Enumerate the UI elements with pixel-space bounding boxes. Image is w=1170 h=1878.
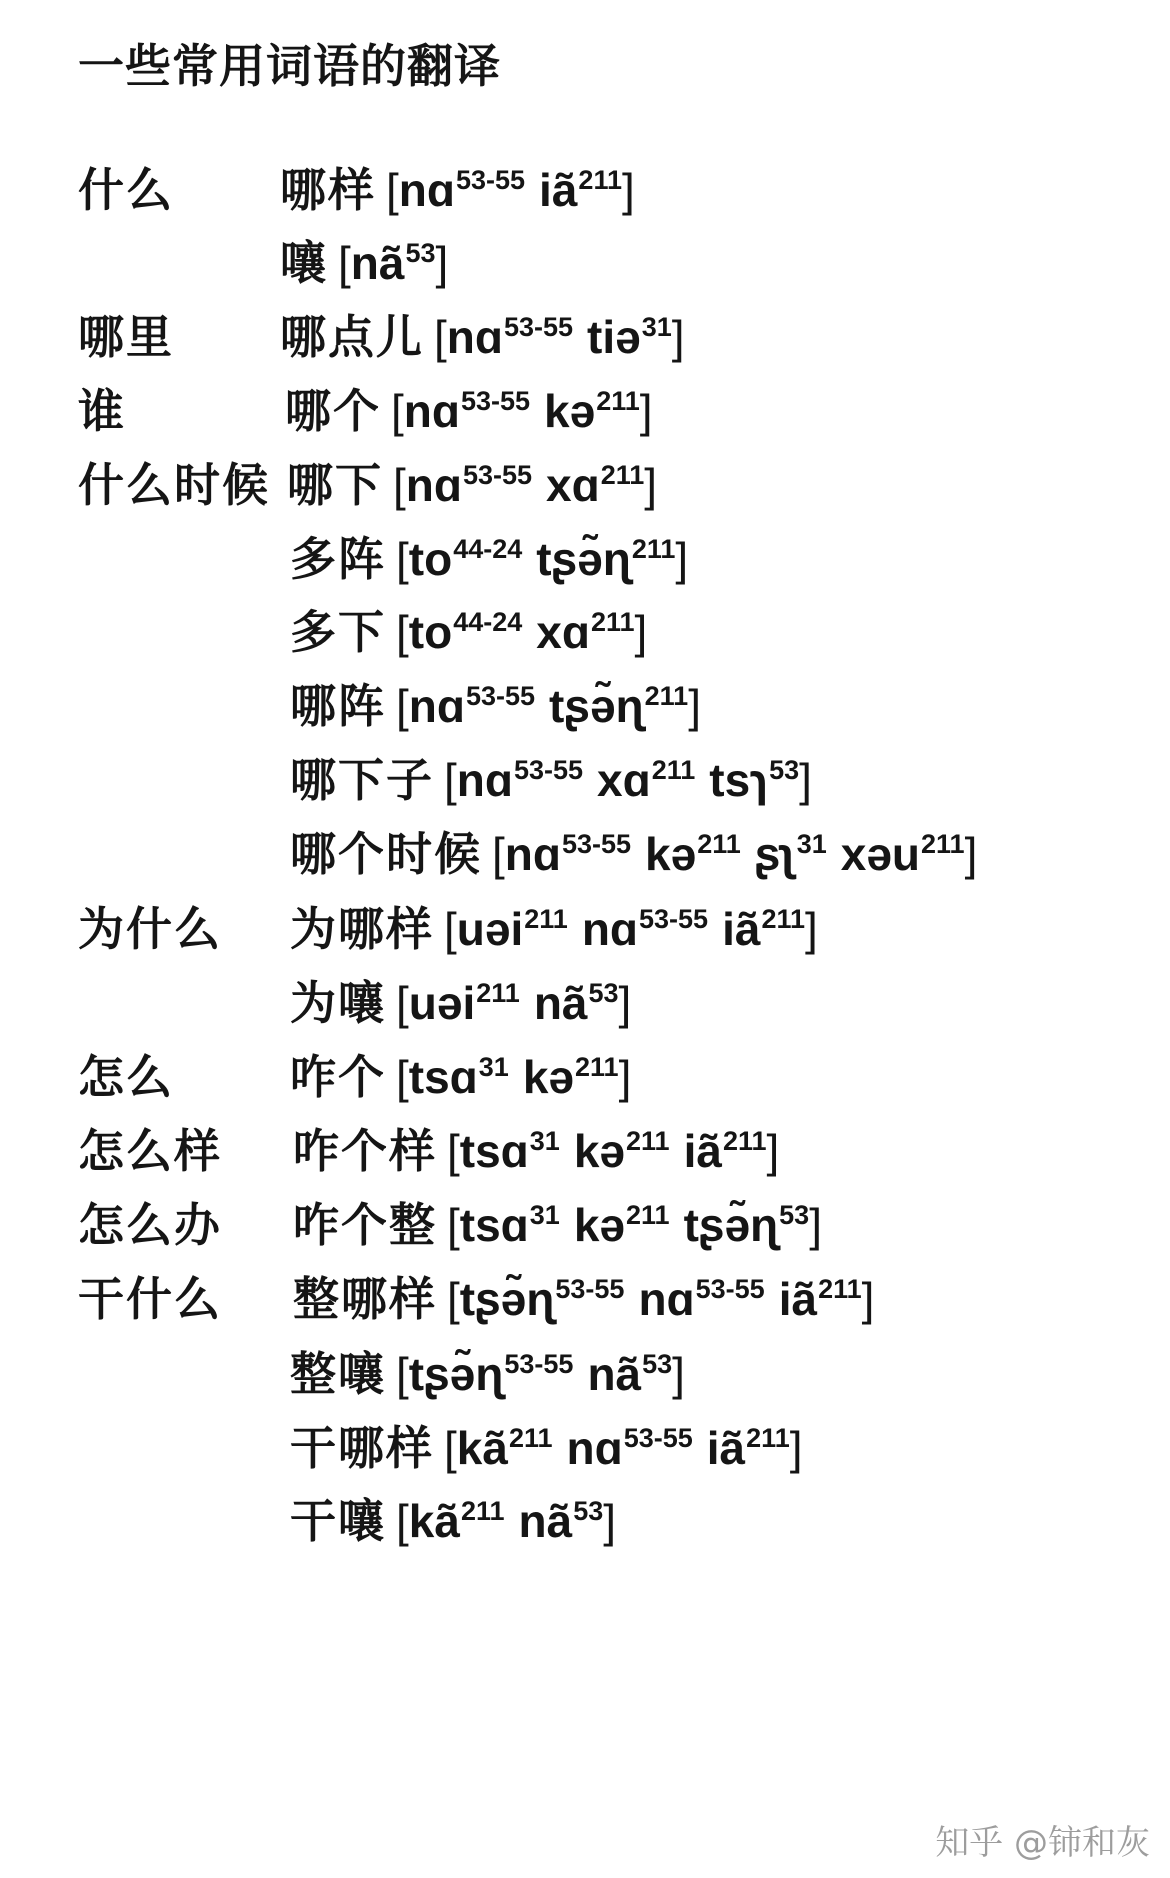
tone-value: 53-55 (462, 460, 533, 490)
tone-value: 211 (524, 904, 568, 934)
ipa-segment: tiə (587, 311, 641, 363)
ipa-segment: kə (573, 1125, 625, 1177)
dialect-word: 嚷 (280, 237, 328, 289)
tone-value: 53 (779, 1200, 810, 1230)
ipa-transcription: $[nã^{53}]$ (338, 237, 449, 289)
ipa-transcription: [tʂə̃ɳ$^{53-55}$ nɑ$^{53-55}$ $iã^{211}$] (447, 1273, 875, 1325)
ipa-syllable (567, 1422, 693, 1474)
tone-value: 211 (761, 904, 806, 934)
tone-value: 53-55 (639, 904, 709, 934)
ipa-syllable (447, 311, 573, 363)
tone-value: 53-55 (465, 681, 536, 711)
tone-value: 211 (575, 1052, 619, 1082)
tone-value: 211 (596, 386, 640, 416)
ipa-syllable (574, 1199, 670, 1251)
ipa-syllable (409, 533, 522, 585)
tone-value: 211 (651, 755, 696, 785)
tone-value: 211 (722, 1126, 767, 1156)
ipa-segment: ʂʅ (754, 828, 796, 880)
ipa-segment: nɑ (446, 311, 503, 363)
ipa-syllable (587, 1348, 672, 1400)
ipa-transcription: [$to^{44-24}$ xɑ$^{211}$] (396, 606, 648, 658)
ipa-syllable (399, 164, 525, 216)
tone-value: 211 (921, 829, 965, 859)
ipa-transcription: [uəi$^{211}$ nɑ$^{53-55}$ $iã^{211}$] (444, 903, 818, 955)
dialect-word: 多阵 (290, 533, 386, 585)
dialect-word: 为哪样 (290, 903, 434, 955)
tone-value: 53-55 (623, 1423, 693, 1453)
ipa-segment: iã (722, 903, 761, 955)
ipa-syllable (709, 754, 799, 806)
ipa-transcription: [$kã^{211}$ $nã^{53}$] (396, 1495, 617, 1547)
dialect-word: 干哪样 (290, 1422, 434, 1474)
ipa-segment: nã (518, 1495, 573, 1547)
standard-term: 什么 (78, 164, 174, 216)
ipa-segment: iã (706, 1422, 746, 1474)
standard-term: 哪里 (78, 311, 174, 363)
ipa-transcription: [nɑ$^{53-55}$ kə$^{211}$] (391, 385, 653, 437)
dialect-word: 哪个时候 (290, 828, 482, 880)
ipa-transcription: [$to^{44-24}$ tʂə̃ɳ$^{211}$] (396, 533, 689, 585)
ipa-transcription: [nɑ$^{53-55}$ xɑ$^{211}$] (393, 459, 658, 511)
tone-value: 211 (508, 1423, 553, 1453)
ipa-syllable (755, 828, 827, 880)
tone-value: 44-24 (453, 534, 523, 564)
dialect-translation (290, 1476, 616, 1566)
ipa-segment: tʂə̃ɳ (549, 680, 644, 732)
tone-value: 53-55 (460, 386, 531, 416)
ipa-syllable (645, 828, 741, 880)
ipa-segment: tsɑ (459, 1125, 529, 1177)
ipa-syllable (409, 1051, 509, 1103)
dialect-word: 哪点儿 (280, 311, 424, 363)
dialect-word: 多下 (290, 606, 386, 658)
ipa-syllable (779, 1273, 862, 1325)
tone-value: 211 (590, 607, 635, 637)
dialect-word: 整哪样 (293, 1273, 437, 1325)
ipa-segment: kã (456, 1422, 508, 1474)
page-title: 一些常用词语的翻译 (78, 40, 501, 92)
ipa-syllable (409, 680, 535, 732)
ipa-segment: tʂə̃ɳ (459, 1273, 555, 1325)
ipa-syllable (684, 1199, 810, 1251)
tone-value: 211 (631, 534, 676, 564)
ipa-segment: tsɑ (459, 1199, 529, 1251)
standard-term: 怎么样 (78, 1125, 222, 1177)
tone-value: 31 (529, 1200, 560, 1230)
ipa-syllable (409, 1348, 574, 1400)
standard-term: 为什么 (78, 903, 222, 955)
tone-value: 211 (578, 165, 622, 195)
ipa-transcription: [$kã^{211}$ nɑ$^{53-55}$ $iã^{211}$] (444, 1422, 803, 1474)
ipa-segment: kə (573, 1199, 625, 1251)
tone-value: 31 (529, 1126, 560, 1156)
ipa-transcription: [tsɑ$^{31}$ kə$^{211}$] (396, 1051, 632, 1103)
ipa-transcription: [tsɑ$^{31}$ kə$^{211}$ $iã^{211}$] (447, 1125, 780, 1177)
ipa-syllable (460, 1273, 625, 1325)
tone-value: 53-55 (504, 1349, 574, 1379)
ipa-syllable (457, 754, 583, 806)
tone-value: 53-55 (695, 1274, 765, 1304)
ipa-syllable (505, 828, 631, 880)
dialect-word: 咋个样 (293, 1125, 437, 1177)
ipa-syllable (587, 311, 672, 363)
ipa-syllable (519, 1495, 604, 1547)
tone-value: 53 (405, 238, 436, 268)
dialect-word: 哪下 (287, 459, 383, 511)
tone-value: 211 (626, 1126, 670, 1156)
dialect-word: 咋个 (290, 1051, 386, 1103)
standard-term: 谁 (78, 385, 126, 437)
ipa-segment: to (408, 533, 453, 585)
ipa-syllable (409, 1495, 505, 1547)
dialect-word: 哪阵 (290, 680, 386, 732)
tone-value: 211 (818, 1274, 862, 1304)
ipa-transcription: [nɑ$^{53-55}$ kə$^{211}$ ʂʅ$^{31}$ xəu$^{211}$] (492, 828, 978, 880)
ipa-segment: iã (683, 1125, 722, 1177)
tone-value: 31 (641, 312, 672, 342)
ipa-syllable (457, 1422, 553, 1474)
ipa-syllable (707, 1422, 790, 1474)
ipa-segment: nã (350, 237, 405, 289)
dialect-word: 咋个整 (293, 1199, 437, 1251)
ipa-syllable (523, 1051, 619, 1103)
ipa-transcription: [nɑ$^{53-55}$ xɑ$^{211}$ tsɿ$^{53}$] (444, 754, 812, 806)
ipa-segment: xɑ (536, 606, 590, 658)
ipa-segment: nɑ (581, 903, 639, 955)
ipa-syllable (351, 237, 436, 289)
tone-value: 53 (588, 978, 619, 1008)
tone-value: 211 (644, 681, 689, 711)
tone-value: 53-55 (561, 829, 632, 859)
standard-term: 干什么 (78, 1273, 222, 1325)
tone-value: 53-55 (555, 1274, 625, 1304)
standard-term: 怎么 (78, 1051, 174, 1103)
dialect-word: 哪下子 (290, 754, 434, 806)
ipa-segment: nɑ (456, 754, 513, 806)
ipa-segment: nɑ (398, 164, 455, 216)
ipa-transcription: [tʂə̃ɳ$^{53-55}$ $nã^{53}$] (396, 1348, 685, 1400)
ipa-segment: tsɑ (408, 1051, 478, 1103)
tone-value: 31 (478, 1052, 509, 1082)
ipa-syllable (539, 164, 622, 216)
ipa-transcription: [nɑ$^{53-55}$ $iã^{211}$] (386, 164, 635, 216)
ipa-segment: nɑ (566, 1422, 623, 1474)
ipa-syllable (638, 1273, 764, 1325)
ipa-syllable (546, 459, 644, 511)
ipa-syllable (460, 1199, 560, 1251)
dialect-word: 哪个 (285, 385, 381, 437)
ipa-segment: nɑ (638, 1273, 695, 1325)
tone-value: 53 (642, 1349, 673, 1379)
ipa-segment: kə (522, 1051, 574, 1103)
ipa-segment: tsɿ (709, 754, 769, 806)
ipa-transcription: [uəi$^{211}$ $nã^{53}$] (396, 977, 632, 1029)
ipa-syllable (534, 977, 619, 1029)
ipa-syllable (722, 903, 805, 955)
ipa-segment: xɑ (597, 754, 651, 806)
dialect-word: 干嚷 (290, 1495, 386, 1547)
ipa-syllable (582, 903, 708, 955)
tone-value: 44-24 (453, 607, 523, 637)
dialect-word: 为嚷 (290, 977, 386, 1029)
ipa-segment: tʂə̃ɳ (408, 1348, 504, 1400)
ipa-segment: kə (544, 385, 596, 437)
tone-value: 53-55 (503, 312, 574, 342)
ipa-syllable (549, 680, 688, 732)
ipa-segment: iã (778, 1273, 818, 1325)
dialect-word: 整嚷 (290, 1348, 386, 1400)
ipa-syllable (409, 606, 522, 658)
ipa-segment: nɑ (405, 459, 462, 511)
ipa-segment: nɑ (408, 680, 465, 732)
ipa-segment: kə (645, 828, 697, 880)
ipa-segment: nɑ (403, 385, 460, 437)
ipa-transcription: [tsɑ$^{31}$ kə$^{211}$ tʂə̃ɳ$^{53}$] (447, 1199, 822, 1251)
tone-value: 53 (769, 755, 800, 785)
ipa-segment: to (408, 606, 453, 658)
ipa-segment: tʂə̃ɳ (536, 533, 631, 585)
tone-value: 211 (697, 829, 741, 859)
ipa-transcription: [nɑ$^{53-55}$ tiə$^{31}$] (434, 311, 685, 363)
ipa-segment: uəi (456, 903, 524, 955)
ipa-syllable (404, 385, 530, 437)
ipa-syllable (597, 754, 695, 806)
tone-value: 31 (796, 829, 827, 859)
translation-row (0, 1476, 1170, 1566)
ipa-segment: nã (587, 1348, 642, 1400)
ipa-segment: nã (533, 977, 588, 1029)
ipa-syllable (457, 903, 568, 955)
ipa-segment: iã (539, 164, 578, 216)
ipa-syllable (574, 1125, 670, 1177)
standard-term: 怎么办 (78, 1199, 222, 1251)
ipa-syllable (544, 385, 640, 437)
tone-value: 53-55 (513, 755, 584, 785)
ipa-syllable (841, 828, 965, 880)
tone-value: 53 (573, 1496, 604, 1526)
ipa-segment: xɑ (546, 459, 600, 511)
tone-value: 211 (476, 978, 520, 1008)
standard-term: 什么时候 (78, 459, 270, 511)
ipa-transcription: [nɑ$^{53-55}$ tʂə̃ɳ$^{211}$] (396, 680, 701, 732)
tone-value: 211 (600, 460, 645, 490)
ipa-segment: uəi (408, 977, 476, 1029)
watermark: 知乎 @铈和灰 (935, 1823, 1150, 1863)
tone-value: 53-55 (455, 165, 526, 195)
tone-value: 211 (626, 1200, 670, 1230)
ipa-segment: xəu (840, 828, 920, 880)
tone-value: 211 (460, 1496, 505, 1526)
dialect-word: 哪样 (280, 164, 376, 216)
ipa-syllable (406, 459, 532, 511)
ipa-syllable (536, 533, 675, 585)
tone-value: 211 (746, 1423, 790, 1453)
ipa-syllable (684, 1125, 767, 1177)
ipa-segment: tʂə̃ɳ (683, 1199, 779, 1251)
ipa-syllable (460, 1125, 560, 1177)
ipa-syllable (536, 606, 634, 658)
ipa-segment: nɑ (504, 828, 561, 880)
ipa-segment: kã (408, 1495, 460, 1547)
ipa-syllable (409, 977, 520, 1029)
